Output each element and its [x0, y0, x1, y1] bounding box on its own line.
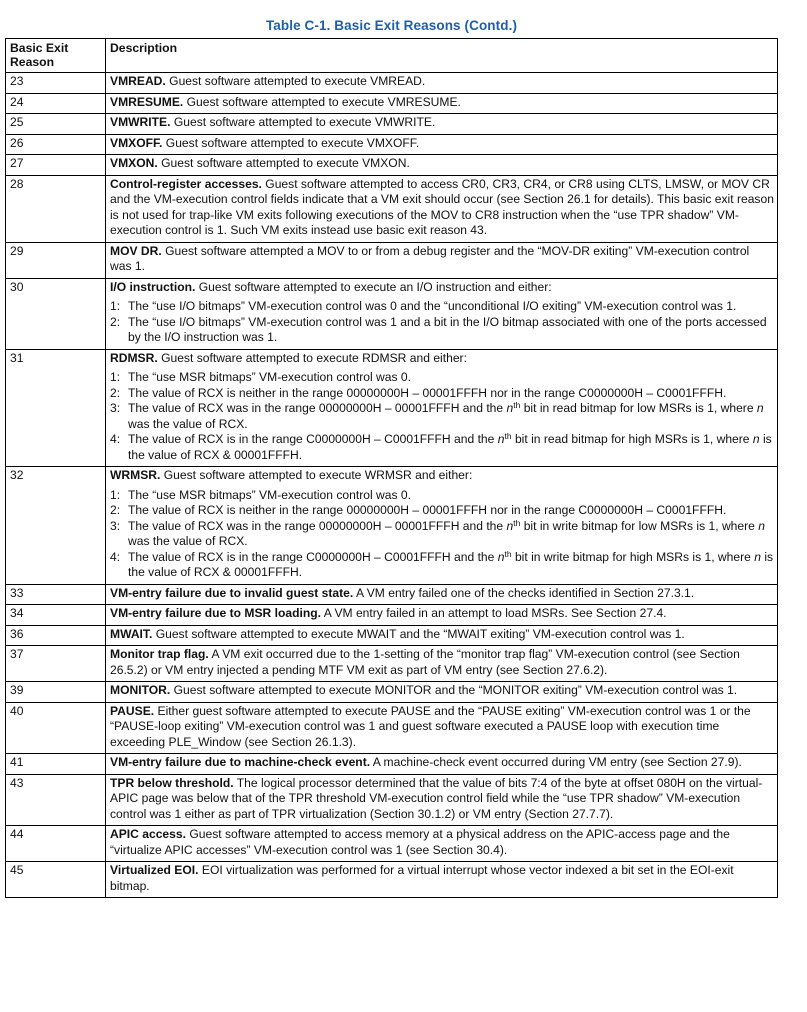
exit-reason-number: 28 — [6, 175, 106, 242]
exit-reason-description — [106, 584, 778, 605]
exit-reason-text: Guest software attempted to execute MONITOR and the “MONITOR exiting” VM-execution control was 1. — [173, 683, 738, 697]
exit-reason-description — [106, 702, 778, 754]
condition-number: 2: — [110, 385, 121, 400]
exit-reason-number: 39 — [6, 682, 106, 703]
exit-reason-description — [106, 155, 778, 176]
condition-list — [110, 299, 774, 346]
table-row — [6, 826, 778, 862]
table-row — [6, 646, 778, 682]
exit-reason-text: Guest software attempted to execute VMXOFF. — [165, 135, 420, 150]
exit-reason-number: 43 — [6, 774, 106, 826]
table-caption: Table C-1. Basic Exit Reasons (Contd.) — [265, 18, 518, 33]
exit-reason-description — [106, 349, 778, 467]
exit-reason-description — [106, 605, 778, 626]
condition-number: 3: — [110, 401, 121, 415]
table-row — [6, 605, 778, 626]
table-row — [6, 73, 778, 94]
table-row — [6, 93, 778, 114]
exit-reason-text: A VM exit occurred due to the 1-setting of the “monitor trap flag” VM-execution control (see Section 26.5.2) or VM entry injected a pending MTF VM exit as part of VM entry (see Section 27.6.2). — [110, 647, 740, 677]
table-row — [6, 584, 778, 605]
condition-text: The value of RCX is in the range C0000000H – C0001FFFH and the $n^{th}$ bit in write bitmap for high MSRs is 1, where n is the value of RCX & 00001FFFH. — [128, 548, 774, 579]
condition-item — [110, 503, 774, 519]
exit-reason-text: The logical processor determined that the value of bits 7:4 of the byte at offset 080H on the virtual-APIC page was below that of the TPR threshold VM-execution control field while the “use TPR shadow” VM-execution control was 1 either as part of TPR virtualization (Section 30.1.2) or VM entry (Section 27.7.7). — [110, 775, 763, 821]
condition-item — [110, 386, 774, 402]
condition-list — [110, 488, 774, 581]
exit-reason-number: 25 — [6, 114, 106, 135]
exit-reason-text: Guest software attempted to execute an I/O instruction and either: — [198, 279, 552, 294]
condition-item — [110, 401, 774, 432]
condition-text: The “use I/O bitmaps” VM-execution control was 0 and the “unconditional I/O exiting” VM-execution control was 1. — [128, 299, 737, 313]
table-row — [6, 349, 778, 467]
exit-reason-number: 33 — [6, 584, 106, 605]
exit-reason-description — [106, 175, 778, 242]
table-row — [6, 155, 778, 176]
exit-reason-number: 26 — [6, 134, 106, 155]
condition-item — [110, 370, 774, 386]
condition-text: The “use I/O bitmaps” VM-execution control was 1 and a bit in the I/O bitmap associated with one of the ports accessed by the I/O instruction was 1. — [128, 314, 767, 344]
condition-item — [110, 432, 774, 463]
exit-reason-description — [106, 467, 778, 585]
exit-reason-text: A machine-check event occurred during VM entry (see Section 27.9). — [372, 755, 742, 769]
condition-text: The value of RCX is in the range C0000000H – C0001FFFH and the $n^{th}$ bit in read bitmap for high MSRs is 1, where n is the value of RCX & 00001FFFH. — [128, 431, 772, 462]
condition-number: 3: — [110, 518, 121, 533]
table-row — [6, 242, 778, 278]
exit-reason-title: WRMSR. — [110, 468, 161, 482]
exit-reason-title: MWAIT. — [110, 626, 153, 641]
header-basic-exit-reason: Basic Exit Reason — [6, 39, 106, 73]
exit-reason-title: VM-entry failure due to MSR loading. — [110, 606, 321, 620]
condition-number: 2: — [110, 503, 121, 517]
exit-reason-number: 37 — [6, 646, 106, 682]
exit-reason-text: A VM entry failed one of the checks identified in Section 27.3.1. — [355, 585, 695, 600]
condition-number: 1: — [110, 487, 121, 502]
exit-reason-number: 32 — [6, 467, 106, 585]
basic-exit-reasons-table — [5, 38, 778, 898]
condition-number: 4: — [110, 549, 121, 564]
exit-reason-number: 40 — [6, 702, 106, 754]
exit-reason-title: VMREAD. — [110, 74, 166, 88]
exit-reason-description — [106, 278, 778, 349]
exit-reason-text: Guest software attempted to execute RDMSR and either: — [161, 350, 467, 365]
exit-reason-title: TPR below threshold. — [110, 775, 234, 790]
exit-reason-description — [106, 114, 778, 135]
condition-text: The “use MSR bitmaps” VM-execution control was 0. — [128, 370, 411, 384]
exit-reason-title: APIC access. — [110, 827, 186, 841]
exit-reason-title: RDMSR. — [110, 350, 158, 365]
exit-reason-number: 27 — [6, 155, 106, 176]
exit-reason-number: 34 — [6, 605, 106, 626]
exit-reason-title: VMXON. — [110, 156, 158, 170]
condition-item — [110, 550, 774, 581]
exit-reason-title: VM-entry failure due to machine-check event. — [110, 755, 371, 769]
exit-reason-description — [106, 73, 778, 94]
table-header-row — [6, 39, 778, 73]
exit-reason-description — [106, 682, 778, 703]
exit-reason-title: Control-register accesses. — [110, 176, 262, 191]
exit-reason-description — [106, 754, 778, 775]
condition-item — [110, 488, 774, 504]
exit-reason-title: I/O instruction. — [110, 279, 196, 294]
exit-reason-number: 44 — [6, 826, 106, 862]
exit-reason-text: Guest software attempted to execute WRMSR and either: — [163, 468, 473, 482]
condition-number: 1: — [110, 299, 121, 313]
table-row — [6, 278, 778, 349]
table-row — [6, 754, 778, 775]
table-row — [6, 774, 778, 826]
exit-reason-number: 31 — [6, 349, 106, 467]
table-row — [6, 175, 778, 242]
exit-reason-number: 23 — [6, 73, 106, 94]
condition-text: The value of RCX was in the range 00000000H – 00001FFFH and the $n^{th}$ bit in read bitmap for low MSRs is 1, where n was the value of RCX. — [128, 400, 764, 431]
exit-reason-description — [106, 625, 778, 646]
condition-number: 1: — [110, 370, 121, 384]
table-row — [6, 134, 778, 155]
exit-reason-number: 45 — [6, 862, 106, 898]
exit-reason-number: 41 — [6, 754, 106, 775]
exit-reason-title: VMXOFF. — [110, 135, 163, 150]
condition-item — [110, 315, 774, 346]
exit-reason-title: VMRESUME. — [110, 94, 184, 109]
exit-reason-text: Guest software attempted to execute VMRESUME. — [186, 94, 461, 109]
exit-reason-title: VMWRITE. — [110, 115, 171, 129]
table-row — [6, 625, 778, 646]
exit-reason-description — [106, 242, 778, 278]
exit-reason-text: Guest software attempted a MOV to or from a debug register and the “MOV-DR exiting” VM-execution control was 1. — [110, 243, 750, 273]
exit-reason-text: Guest software attempted to access memory at a physical address on the APIC-access page and the “virtualize APIC accesses” VM-execution control was 1 (see Section 30.4). — [110, 827, 730, 857]
exit-reason-text: Guest software attempted to execute MWAIT and the “MWAIT exiting” VM-execution control was 1. — [155, 626, 685, 641]
exit-reason-number: 24 — [6, 93, 106, 114]
condition-item — [110, 299, 774, 315]
table-row — [6, 862, 778, 898]
exit-reason-description — [106, 93, 778, 114]
condition-text: The value of RCX is neither in the range 00000000H – 00001FFFH nor in the range C0000000H – C0001FFFH. — [128, 385, 727, 400]
table-row — [6, 114, 778, 135]
condition-list — [110, 370, 774, 463]
condition-text: The value of RCX is neither in the range 00000000H – 00001FFFH nor in the range C0000000H – C0001FFFH. — [128, 503, 727, 517]
table-body — [6, 73, 778, 898]
exit-reason-title: VM-entry failure due to invalid guest state. — [110, 585, 354, 600]
exit-reason-title: Monitor trap flag. — [110, 647, 209, 661]
table-row — [6, 702, 778, 754]
exit-reason-number: 36 — [6, 625, 106, 646]
exit-reason-text: Guest software attempted to execute VMREAD. — [169, 74, 426, 88]
exit-reason-number: 29 — [6, 242, 106, 278]
exit-reason-description — [106, 862, 778, 898]
exit-reason-number: 30 — [6, 278, 106, 349]
exit-reason-title: PAUSE. — [110, 703, 155, 718]
table-row — [6, 682, 778, 703]
exit-reason-title: Virtualized EOI. — [110, 863, 199, 877]
header-description: Description — [106, 39, 778, 73]
condition-number: 2: — [110, 314, 121, 329]
exit-reason-title: MONITOR. — [110, 683, 171, 697]
exit-reason-description — [106, 646, 778, 682]
exit-reason-description — [106, 134, 778, 155]
exit-reason-title: MOV DR. — [110, 243, 162, 258]
table-row — [6, 467, 778, 585]
condition-number: 4: — [110, 432, 121, 446]
exit-reason-text: EOI virtualization was performed for a virtual interrupt whose vector indexed a bit set in the EOI-exit bitmap. — [110, 863, 734, 893]
exit-reason-text: A VM entry failed in an attempt to load MSRs. See Section 27.4. — [323, 606, 667, 620]
exit-reason-text: Guest software attempted to execute VMXON. — [161, 156, 410, 170]
exit-reason-description — [106, 774, 778, 826]
condition-text: The “use MSR bitmaps” VM-execution control was 0. — [128, 487, 411, 502]
condition-item — [110, 519, 774, 550]
exit-reason-text: Guest software attempted to access CR0, CR3, CR4, or CR8 using CLTS, LMSW, or MOV CR and the VM-execution control fields indicate that a VM exit should occur (see Section 26.1 for details). This basic exit reason is not used for trap-like VM exits following executions of the MOV to CR8 instruction when the “use TPR shadow” VM-execution control is 1. Such VM exits instead use basic exit reason 43. — [110, 176, 774, 237]
condition-text: The value of RCX was in the range 00000000H – 00001FFFH and the $n^{th}$ bit in write bitmap for low MSRs is 1, where n was the value of RCX. — [128, 517, 765, 548]
exit-reason-description — [106, 826, 778, 862]
exit-reason-text: Guest software attempted to execute VMWRITE. — [173, 115, 436, 129]
exit-reason-text: Either guest software attempted to execute PAUSE and the “PAUSE exiting” VM-execution control was 1 or the “PAUSE-loop exiting” VM-execution control was 1 and guest software executed a PAUSE loop with execution time exceeding PLE_Window (see Section 26.1.3). — [110, 703, 751, 749]
